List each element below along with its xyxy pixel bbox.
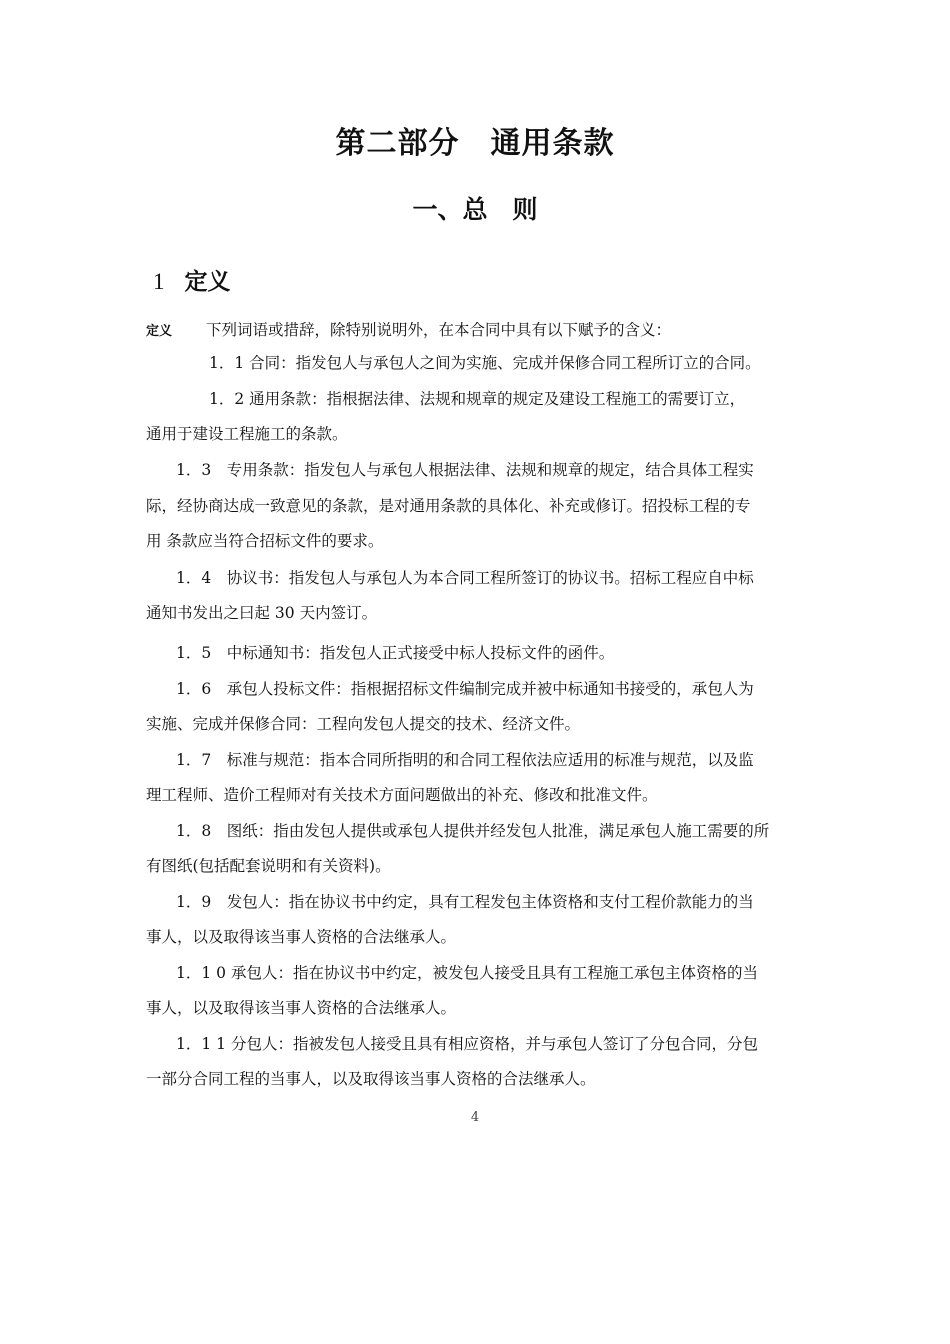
chapter-title: 一、总 则 [412, 195, 538, 224]
section-number: 1 [153, 269, 165, 294]
paragraph-line: 理工程师、造价工程师对有关技术方面问题做出的补充、修改和批准文件。 [146, 786, 658, 804]
definition-intro-line [146, 320, 671, 342]
paragraph-line: 际，经协商达成一致意见的条款，是对通用条款的具体化、补充或修订。招投标工程的专 [146, 497, 751, 515]
paragraph-line: 1．2 通用条款：指根据法律、法规和规章的规定及建设工程施工的需要订立， [209, 390, 746, 408]
paragraph-line: 通用于建设工程施工的条款。 [146, 425, 348, 443]
paragraph-line: 事人，以及取得该当事人资格的合法继承人。 [146, 999, 457, 1017]
section-title: 定义 [184, 269, 231, 295]
definition-label: 定义 [146, 324, 173, 339]
definition-intro: 下列词语或措辞，除特别说明外，在本合同中具有以下赋予的含义： [206, 321, 672, 339]
part-title: 第二部分 通用条款 [335, 126, 615, 161]
paragraph-line: 1．4 协议书：指发包人与承包人为本合同工程所签订的协议书。招标工程应自中标 [176, 569, 754, 587]
paragraph-line: 1．3 专用条款：指发包人与承包人根据法律、法规和规章的规定，结合具体工程实 [176, 461, 754, 479]
paragraph-line: 事人，以及取得该当事人资格的合法继承人。 [146, 928, 457, 946]
paragraph-line: 1．1 1 分包人：指被发包人接受且具有相应资格，并与承包人签订了分包合同，分包 [176, 1035, 758, 1053]
paragraph-line: 1．1 合同：指发包人与承包人之间为实施、完成并保修合同工程所订立的合同。 [209, 354, 761, 372]
paragraph-line: 一部分合同工程的当事人，以及取得该当事人资格的合法继承人。 [146, 1070, 596, 1088]
paragraph-line: 用 条款应当符合招标文件的要求。 [146, 532, 384, 550]
paragraph-line: 通知书发出之曰起 30 天内签订。 [146, 604, 378, 622]
page-number: 4 [470, 1110, 480, 1125]
paragraph-line: 1．5 中标通知书：指发包人正式接受中标人投标文件的函件。 [176, 644, 615, 662]
paragraph-line: 实施、完成并保修合同：工程向发包人提交的技术、经济文件。 [146, 715, 581, 733]
paragraph-line: 有图纸(包括配套说明和有关资料)。 [146, 857, 391, 875]
paragraph-line: 1．8 图纸：指由发包人提供或承包人提供并经发包人批准，满足承包人施工需要的所 [176, 822, 770, 840]
paragraph-line: 1．6 承包人投标文件：指根据招标文件编制完成并被中标通知书接受的，承包人为 [176, 680, 754, 698]
paragraph-line: 1．7 标准与规范：指本合同所指明的和合同工程依法应适用的标准与规范，以及监 [176, 751, 754, 769]
section-heading [153, 263, 231, 296]
paragraph-line: 1．9 发包人：指在协议书中约定，具有工程发包主体资格和支付工程价款能力的当 [176, 893, 754, 911]
paragraph-line: 1．1 0 承包人：指在协议书中约定，被发包人接受且具有工程施工承包主体资格的当 [176, 964, 758, 982]
